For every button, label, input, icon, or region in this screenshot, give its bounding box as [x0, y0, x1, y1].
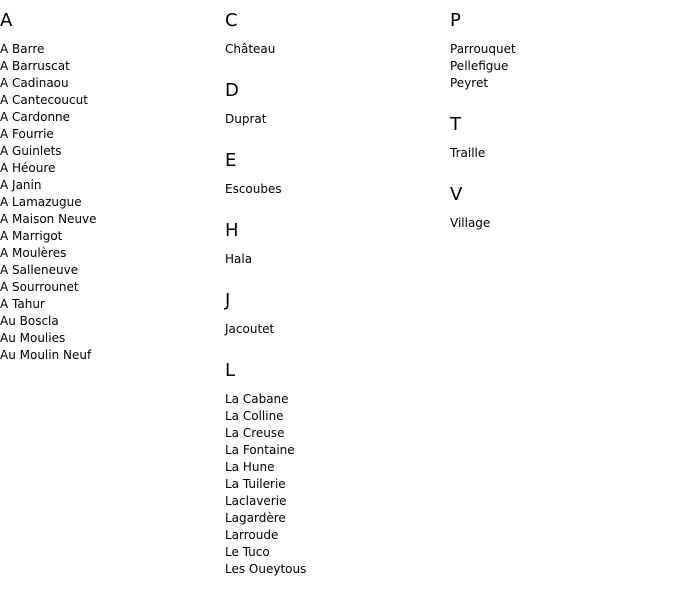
group-spacer: [225, 58, 450, 70]
letter-heading: E: [225, 150, 237, 171]
place-name-list: [225, 41, 450, 58]
letter-group: [0, 10, 225, 364]
place-name-list: [225, 391, 450, 578]
index-column-3: [450, 0, 675, 232]
place-name-item: Au Moulin Neuf: [0, 348, 92, 362]
place-name-item: Au Boscla: [0, 314, 59, 328]
letter-heading: C: [225, 10, 238, 31]
letter-heading: V: [450, 184, 463, 205]
place-name-item: Les Oueytous: [225, 562, 307, 576]
group-spacer: [450, 162, 675, 174]
place-name-item: Larroude: [225, 528, 279, 542]
letter-group: [225, 220, 450, 280]
place-name-list: [225, 111, 450, 128]
group-spacer: [225, 338, 450, 350]
letter-group: [225, 290, 450, 350]
place-name-item: La Cabane: [225, 392, 289, 406]
place-name-item: A Cantecoucut: [0, 93, 88, 107]
place-name-list: [0, 41, 225, 364]
place-name-item: Château: [225, 42, 276, 56]
place-name-item: Pellefigue: [450, 59, 509, 73]
place-name-item: La Hune: [225, 460, 275, 474]
place-name-item: A Moulères: [0, 246, 67, 260]
place-name-item: A Marrigot: [0, 229, 63, 243]
place-name-item: A Janin: [0, 178, 42, 192]
letter-heading: H: [225, 220, 239, 241]
place-name-list: [450, 145, 675, 162]
letter-heading: A: [0, 10, 13, 31]
place-name-item: La Creuse: [225, 426, 285, 440]
letter-group: [225, 360, 450, 578]
place-name-item: La Tuilerie: [225, 477, 286, 491]
place-name-item: A Maison Neuve: [0, 212, 97, 226]
place-name-item: A Guinlets: [0, 144, 62, 158]
place-name-list: [225, 181, 450, 198]
place-name-item: A Tahur: [0, 297, 45, 311]
letter-heading: L: [225, 360, 236, 381]
place-name-item: Le Tuco: [225, 545, 270, 559]
place-name-item: Duprat: [225, 112, 267, 126]
place-name-item: A Cardonne: [0, 110, 71, 124]
place-name-item: Traille: [450, 146, 486, 160]
place-name-item: A Salleneuve: [0, 263, 79, 277]
place-name-item: Parrouquet: [450, 42, 516, 56]
group-spacer: [225, 198, 450, 210]
place-name-list: [450, 41, 675, 92]
group-spacer: [450, 92, 675, 104]
place-name-list: [225, 251, 450, 268]
place-name-item: A Héoure: [0, 161, 56, 175]
letter-group: [225, 80, 450, 140]
place-name-item: Lagardère: [225, 511, 286, 525]
place-name-item: Peyret: [450, 76, 489, 90]
letter-heading: D: [225, 80, 239, 101]
place-name-item: A Barruscat: [0, 59, 70, 73]
place-name-item: Jacoutet: [225, 322, 275, 336]
letter-group: [225, 10, 450, 70]
place-name-item: A Barre: [0, 42, 45, 56]
index-column-1: [0, 0, 225, 364]
letter-heading: P: [450, 10, 461, 31]
letter-group: [450, 10, 675, 104]
place-name-item: La Fontaine: [225, 443, 295, 457]
place-name-item: A Cadinaou: [0, 76, 69, 90]
place-name-item: La Colline: [225, 409, 284, 423]
place-name-item: A Sourrounet: [0, 280, 79, 294]
letter-heading: J: [225, 290, 231, 311]
place-name-list: [450, 215, 675, 232]
letter-group: [225, 150, 450, 210]
group-spacer: [225, 128, 450, 140]
place-name-item: Laclaverie: [225, 494, 287, 508]
place-name-list: [225, 321, 450, 338]
place-name-item: Au Moulies: [0, 331, 66, 345]
letter-group: [450, 114, 675, 174]
group-spacer: [225, 268, 450, 280]
letter-group: [450, 184, 675, 232]
place-name-item: A Lamazugue: [0, 195, 82, 209]
index-column-2: [225, 0, 450, 578]
place-name-item: A Fourrie: [0, 127, 54, 141]
letter-heading: T: [450, 114, 461, 135]
place-name-item: Escoubes: [225, 182, 282, 196]
place-name-item: Village: [450, 216, 491, 230]
place-name-item: Hala: [225, 252, 253, 266]
